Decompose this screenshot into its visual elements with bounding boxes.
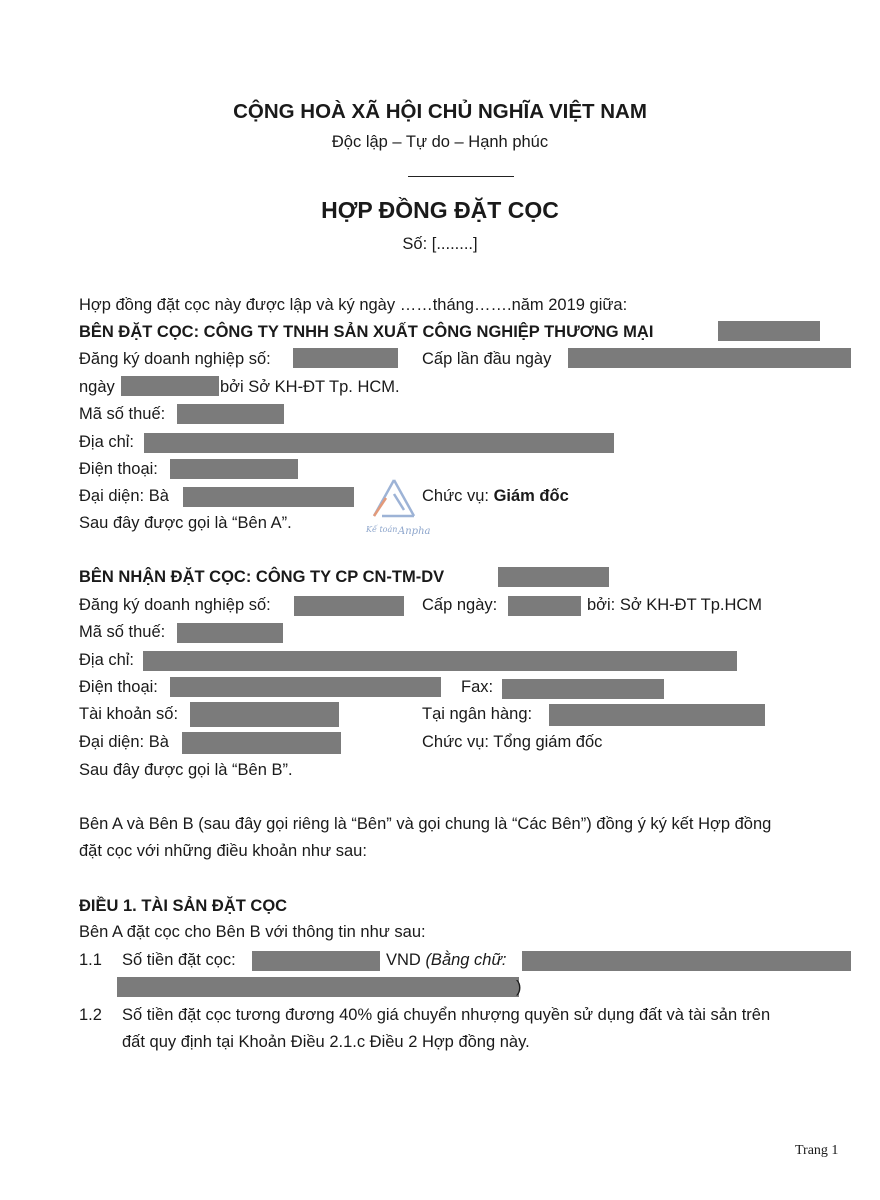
redaction xyxy=(182,732,341,754)
article-1-heading: ĐIỀU 1. TÀI SẢN ĐẶT CỌC xyxy=(79,897,288,915)
redaction xyxy=(718,321,820,341)
party-b-issue-label: Cấp ngày: xyxy=(422,596,498,614)
party-a-phone-label: Điện thoại: xyxy=(79,460,158,478)
redaction xyxy=(117,977,519,997)
redaction xyxy=(508,596,581,616)
redaction xyxy=(502,679,664,699)
party-a-tax-label: Mã số thuế: xyxy=(79,405,166,423)
party-a-alias: Sau đây được gọi là “Bên A”. xyxy=(79,514,292,532)
party-b-bank-label: Tại ngân hàng: xyxy=(422,705,533,723)
agreement-line: Bên A và Bên B (sau đây gọi riêng là “Bên” và gọi chung là “Các Bên”) đồng ý ký kết Hợp đồng xyxy=(79,815,772,833)
party-a-first-issue-label: Cấp lần đầu ngày xyxy=(422,350,552,368)
redaction xyxy=(294,596,404,616)
redaction xyxy=(190,702,339,727)
contract-number: Số: [........] xyxy=(402,235,478,253)
party-b-fax-label: Fax: xyxy=(461,678,494,696)
svg-text:Kế toán: Kế toán xyxy=(366,525,398,534)
party-b-alias: Sau đây được gọi là “Bên B”. xyxy=(79,761,293,779)
party-b-tax-label: Mã số thuế: xyxy=(79,623,166,641)
contract-title: HỢP ĐỒNG ĐẶT CỌC xyxy=(321,197,559,223)
party-b-address-label: Địa chỉ: xyxy=(79,651,135,669)
party-a-heading: BÊN ĐẶT CỌC: CÔNG TY TNHH SẢN XUẤT CÔNG NGHIỆP THƯƠNG MẠI xyxy=(79,323,654,341)
anpha-logo-icon xyxy=(364,476,434,538)
page-number: Trang 1 xyxy=(795,1143,839,1158)
party-a-position-label: Chức vụ: xyxy=(422,487,489,505)
redaction xyxy=(121,376,219,396)
party-b-reg-label: Đăng ký doanh nghiệp số: xyxy=(79,596,271,614)
redaction xyxy=(177,404,284,424)
party-b-rep-label: Đại diện: Bà xyxy=(79,733,169,751)
item-number: 1.1 xyxy=(79,951,102,969)
party-b-phone-label: Điện thoại: xyxy=(79,678,158,696)
svg-text:Anpha: Anpha xyxy=(398,526,431,537)
item-text: đất quy định tại Khoản Điều 2.1.c Điều 2 Hợp đồng này. xyxy=(122,1033,530,1051)
redaction xyxy=(183,487,354,507)
redaction xyxy=(144,433,614,453)
redaction xyxy=(498,567,609,587)
party-a-date-label: ngày xyxy=(79,378,115,396)
currency: VND xyxy=(386,951,421,969)
party-b-heading: BÊN NHẬN ĐẶT CỌC: CÔNG TY CP CN-TM-DV xyxy=(79,568,445,586)
party-b-issued-by: bởi: Sở KH-ĐT Tp.HCM xyxy=(587,596,763,614)
redaction xyxy=(177,623,283,643)
redaction xyxy=(170,459,298,479)
agreement-line: đặt cọc với những điều khoản như sau: xyxy=(79,842,367,860)
redaction xyxy=(143,651,737,671)
redaction xyxy=(252,951,380,971)
redaction xyxy=(549,704,765,726)
amount-in-words-label: (Bằng chữ: xyxy=(425,951,507,969)
deposit-amount-label: Số tiền đặt cọc: xyxy=(122,951,236,969)
close-paren: ) xyxy=(516,978,522,996)
redaction xyxy=(293,348,398,368)
party-a-issued-by: bởi Sở KH-ĐT Tp. HCM. xyxy=(220,378,400,396)
party-a-address-label: Địa chỉ: xyxy=(79,433,135,451)
redaction xyxy=(522,951,851,971)
nation-heading: CỘNG HOÀ XÃ HỘI CHỦ NGHĨA VIỆT NAM xyxy=(233,100,647,123)
redaction xyxy=(170,677,441,697)
party-a-rep-label: Đại diện: Bà xyxy=(79,487,169,505)
item-number: 1.2 xyxy=(79,1006,102,1024)
party-a-position xyxy=(422,485,569,507)
item-text: Số tiền đặt cọc tương đương 40% giá chuyển nhượng quyền sử dụng đất và tài sản trên xyxy=(122,1006,771,1024)
party-a-reg-label: Đăng ký doanh nghiệp số: xyxy=(79,350,271,368)
article-1-lead: Bên A đặt cọc cho Bên B với thông tin như sau: xyxy=(79,923,426,941)
party-a-position-value: Giám đốc xyxy=(493,487,569,505)
party-b-account-label: Tài khoản số: xyxy=(79,705,179,723)
party-b-position: Chức vụ: Tổng giám đốc xyxy=(422,733,603,751)
deposit-currency xyxy=(386,949,507,971)
redaction xyxy=(568,348,851,368)
motto: Độc lập – Tự do – Hạnh phúc xyxy=(331,133,549,151)
intro: Hợp đồng đặt cọc này được lập và ký ngày ……tháng…….năm 2019 giữa: xyxy=(79,296,628,314)
divider xyxy=(408,176,514,177)
